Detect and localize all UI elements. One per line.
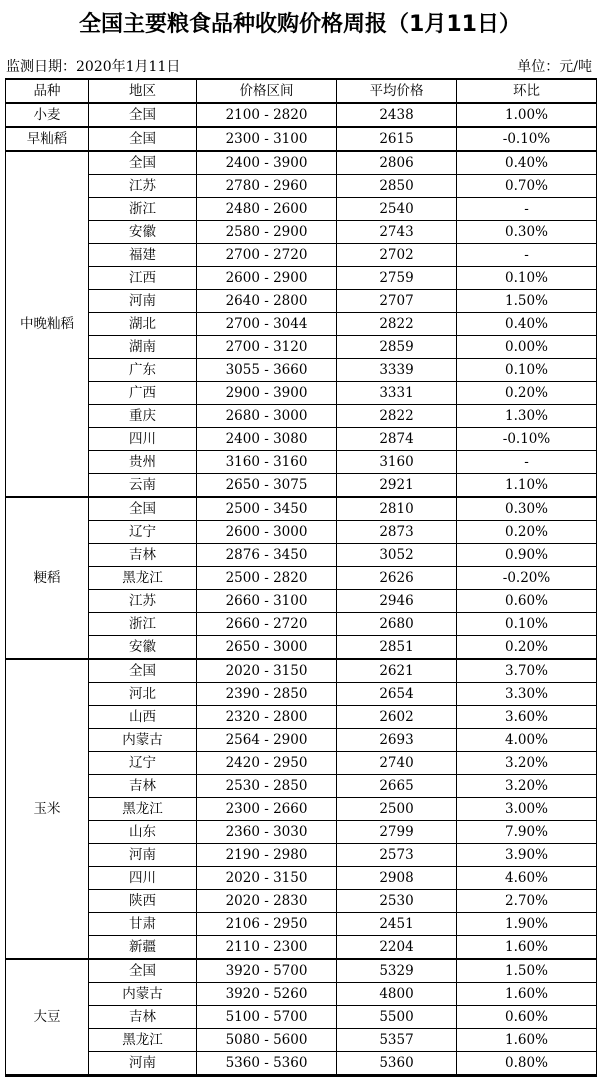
change-cell: 1.30% [457,405,597,428]
price-range-cell: 2320 - 2800 [197,706,337,729]
avg-price-cell: 2665 [337,775,457,798]
table-row [6,729,597,752]
change-cell: 0.10% [457,359,597,382]
price-range-cell: 2640 - 2800 [197,290,337,313]
avg-price-cell: 2759 [337,267,457,290]
table-row [6,1052,597,1076]
avg-price-cell: 2573 [337,844,457,867]
avg-price-cell: 2680 [337,613,457,636]
change-cell: 1.90% [457,913,597,936]
avg-price-cell: 2530 [337,890,457,913]
report-title: 全国主要粮食品种收购价格周报（1月11日） [79,12,521,37]
region-cell: 四川 [89,428,197,451]
avg-price-cell: 2702 [337,244,457,267]
region-cell: 辽宁 [89,752,197,775]
avg-price-cell: 2822 [337,405,457,428]
avg-price-cell: 2822 [337,313,457,336]
table-row [6,590,597,613]
price-range-cell: 2400 - 3900 [197,151,337,175]
change-cell: -0.20% [457,567,597,590]
price-range-cell: 2680 - 3000 [197,405,337,428]
change-cell: 0.10% [457,613,597,636]
avg-price-cell: 2451 [337,913,457,936]
change-cell: 4.60% [457,867,597,890]
change-cell: 0.30% [457,497,597,521]
avg-price-cell: 2707 [337,290,457,313]
table-row [6,336,597,359]
avg-price-cell: 2626 [337,567,457,590]
avg-price-cell: 2799 [337,821,457,844]
avg-price-cell: 2874 [337,428,457,451]
region-cell: 云南 [89,474,197,498]
table-row [6,290,597,313]
change-cell: 3.60% [457,706,597,729]
monitor-date: 监测日期：2020年1月11日 [6,59,181,75]
change-cell: - [457,451,597,474]
header-variety: 品种 [6,79,89,103]
price-range-cell: 2700 - 3044 [197,313,337,336]
region-cell: 陕西 [89,890,197,913]
avg-price-cell: 2602 [337,706,457,729]
variety-cell: 大豆 [6,959,89,1076]
change-cell: 0.20% [457,636,597,660]
avg-price-cell: 2438 [337,103,457,127]
price-range-cell: 2420 - 2950 [197,752,337,775]
price-range-cell: 2360 - 3030 [197,821,337,844]
table-row [6,567,597,590]
change-cell: 0.20% [457,521,597,544]
change-cell: 0.30% [457,221,597,244]
price-range-cell: 2660 - 2720 [197,613,337,636]
price-range-cell: 5100 - 5700 [197,1006,337,1029]
region-cell: 吉林 [89,775,197,798]
table-row [6,313,597,336]
avg-price-cell: 2500 [337,798,457,821]
region-cell: 湖北 [89,313,197,336]
change-cell: 0.40% [457,151,597,175]
change-cell: 0.60% [457,1006,597,1029]
avg-price-cell: 2693 [337,729,457,752]
region-cell: 河南 [89,290,197,313]
table-row [6,103,597,127]
avg-price-cell: 5360 [337,1052,457,1076]
table-row [6,775,597,798]
price-range-cell: 2876 - 3450 [197,544,337,567]
price-table [5,78,597,1077]
avg-price-cell: 2540 [337,198,457,221]
table-row [6,359,597,382]
price-range-cell: 2020 - 3150 [197,867,337,890]
price-range-cell: 3920 - 5260 [197,983,337,1006]
region-cell: 湖南 [89,336,197,359]
avg-price-cell: 2204 [337,936,457,960]
avg-price-cell: 2740 [337,752,457,775]
region-cell: 江西 [89,267,197,290]
change-cell: 3.30% [457,683,597,706]
change-cell: 3.70% [457,659,597,683]
table-row [6,1029,597,1052]
avg-price-cell: 2946 [337,590,457,613]
region-cell: 甘肃 [89,913,197,936]
change-cell: 1.60% [457,936,597,960]
price-range-cell: 5080 - 5600 [197,1029,337,1052]
table-row [6,127,597,151]
change-cell: 0.40% [457,313,597,336]
price-range-cell: 2580 - 2900 [197,221,337,244]
region-cell: 黑龙江 [89,798,197,821]
table-row [6,382,597,405]
table-row [6,613,597,636]
price-range-cell: 2700 - 2720 [197,244,337,267]
unit-label: 单位：元/吨 [517,59,592,75]
header-price-range: 价格区间 [197,79,337,103]
change-cell: 3.90% [457,844,597,867]
price-range-cell: 2530 - 2850 [197,775,337,798]
region-cell: 浙江 [89,198,197,221]
change-cell: 4.00% [457,729,597,752]
table-body [6,103,597,1076]
avg-price-cell: 2743 [337,221,457,244]
avg-price-cell: 2654 [337,683,457,706]
table-row [6,706,597,729]
region-cell: 全国 [89,103,197,127]
region-cell: 全国 [89,127,197,151]
region-cell: 黑龙江 [89,567,197,590]
price-range-cell: 2400 - 3080 [197,428,337,451]
region-cell: 重庆 [89,405,197,428]
table-row [6,267,597,290]
header-change: 环比 [457,79,597,103]
region-cell: 辽宁 [89,521,197,544]
price-range-cell: 3920 - 5700 [197,959,337,983]
region-cell: 全国 [89,959,197,983]
price-range-cell: 2300 - 3100 [197,127,337,151]
avg-price-cell: 2621 [337,659,457,683]
variety-cell: 早籼稻 [6,127,89,151]
region-cell: 安徽 [89,636,197,660]
change-cell: - [457,198,597,221]
table-row [6,659,597,683]
price-range-cell: 3160 - 3160 [197,451,337,474]
region-cell: 全国 [89,151,197,175]
price-range-cell: 2100 - 2820 [197,103,337,127]
price-range-cell: 2390 - 2850 [197,683,337,706]
price-range-cell: 2650 - 3075 [197,474,337,498]
table-row [6,683,597,706]
avg-price-cell: 5500 [337,1006,457,1029]
price-range-cell: 2660 - 3100 [197,590,337,613]
table-row [6,405,597,428]
change-cell: 0.00% [457,336,597,359]
region-cell: 山东 [89,821,197,844]
region-cell: 山西 [89,706,197,729]
region-cell: 全国 [89,497,197,521]
avg-price-cell: 2850 [337,175,457,198]
table-row [6,474,597,498]
header-row [6,79,597,103]
table-row [6,244,597,267]
table-row [6,890,597,913]
region-cell: 黑龙江 [89,1029,197,1052]
table-row [6,983,597,1006]
change-cell: -0.10% [457,428,597,451]
change-cell: 2.70% [457,890,597,913]
table-row [6,521,597,544]
table-row [6,544,597,567]
price-range-cell: 2500 - 2820 [197,567,337,590]
avg-price-cell: 2615 [337,127,457,151]
price-range-cell: 2110 - 2300 [197,936,337,960]
avg-price-cell: 2873 [337,521,457,544]
variety-cell: 粳稻 [6,497,89,659]
table-row [6,936,597,960]
price-range-cell: 5360 - 5360 [197,1052,337,1076]
price-range-cell: 2020 - 2830 [197,890,337,913]
change-cell: 3.20% [457,775,597,798]
region-cell: 全国 [89,659,197,683]
price-range-cell: 3055 - 3660 [197,359,337,382]
avg-price-cell: 2859 [337,336,457,359]
change-cell: 1.60% [457,1029,597,1052]
price-range-cell: 2900 - 3900 [197,382,337,405]
avg-price-cell: 2851 [337,636,457,660]
change-cell: 0.60% [457,590,597,613]
price-range-cell: 2480 - 2600 [197,198,337,221]
avg-price-cell: 3339 [337,359,457,382]
change-cell: 3.20% [457,752,597,775]
avg-price-cell: 2908 [337,867,457,890]
table-row [6,798,597,821]
avg-price-cell: 5357 [337,1029,457,1052]
avg-price-cell: 2806 [337,151,457,175]
avg-price-cell: 4800 [337,983,457,1006]
avg-price-cell: 5329 [337,959,457,983]
region-cell: 江苏 [89,590,197,613]
table-row [6,497,597,521]
table-row [6,175,597,198]
avg-price-cell: 3052 [337,544,457,567]
price-range-cell: 2600 - 3000 [197,521,337,544]
change-cell: 1.50% [457,290,597,313]
avg-price-cell: 2921 [337,474,457,498]
region-cell: 贵州 [89,451,197,474]
table-row [6,428,597,451]
variety-cell: 小麦 [6,103,89,127]
table-row [6,198,597,221]
table-row [6,752,597,775]
avg-price-cell: 3331 [337,382,457,405]
table-row [6,151,597,175]
price-range-cell: 2106 - 2950 [197,913,337,936]
region-cell: 吉林 [89,1006,197,1029]
region-cell: 内蒙古 [89,983,197,1006]
region-cell: 江苏 [89,175,197,198]
change-cell: 3.00% [457,798,597,821]
change-cell: 0.90% [457,544,597,567]
region-cell: 河南 [89,844,197,867]
region-cell: 安徽 [89,221,197,244]
change-cell: 1.10% [457,474,597,498]
region-cell: 广东 [89,359,197,382]
region-cell: 吉林 [89,544,197,567]
price-range-cell: 2564 - 2900 [197,729,337,752]
header-avg-price: 平均价格 [337,79,457,103]
region-cell: 河北 [89,683,197,706]
change-cell: - [457,244,597,267]
variety-cell: 玉米 [6,659,89,959]
table-row [6,913,597,936]
change-cell: 0.10% [457,267,597,290]
change-cell: 0.80% [457,1052,597,1076]
change-cell: 1.50% [457,959,597,983]
region-cell: 河南 [89,1052,197,1076]
table-row [6,844,597,867]
price-range-cell: 2700 - 3120 [197,336,337,359]
avg-price-cell: 3160 [337,451,457,474]
price-range-cell: 2190 - 2980 [197,844,337,867]
table-row [6,636,597,660]
change-cell: 0.70% [457,175,597,198]
change-cell: -0.10% [457,127,597,151]
header-region: 地区 [89,79,197,103]
variety-cell: 中晚籼稻 [6,151,89,497]
change-cell: 7.90% [457,821,597,844]
region-cell: 四川 [89,867,197,890]
price-range-cell: 2020 - 3150 [197,659,337,683]
region-cell: 内蒙古 [89,729,197,752]
change-cell: 1.00% [457,103,597,127]
report-meta [0,56,600,78]
table-row [6,1006,597,1029]
region-cell: 新疆 [89,936,197,960]
region-cell: 福建 [89,244,197,267]
price-range-cell: 2650 - 3000 [197,636,337,660]
change-cell: 1.60% [457,983,597,1006]
price-range-cell: 2600 - 2900 [197,267,337,290]
change-cell: 0.20% [457,382,597,405]
price-range-cell: 2780 - 2960 [197,175,337,198]
region-cell: 浙江 [89,613,197,636]
table-row [6,451,597,474]
table-row [6,959,597,983]
table-row [6,821,597,844]
region-cell: 广西 [89,382,197,405]
price-range-cell: 2500 - 3450 [197,497,337,521]
price-range-cell: 2300 - 2660 [197,798,337,821]
table-row [6,221,597,244]
table-row [6,867,597,890]
avg-price-cell: 2810 [337,497,457,521]
